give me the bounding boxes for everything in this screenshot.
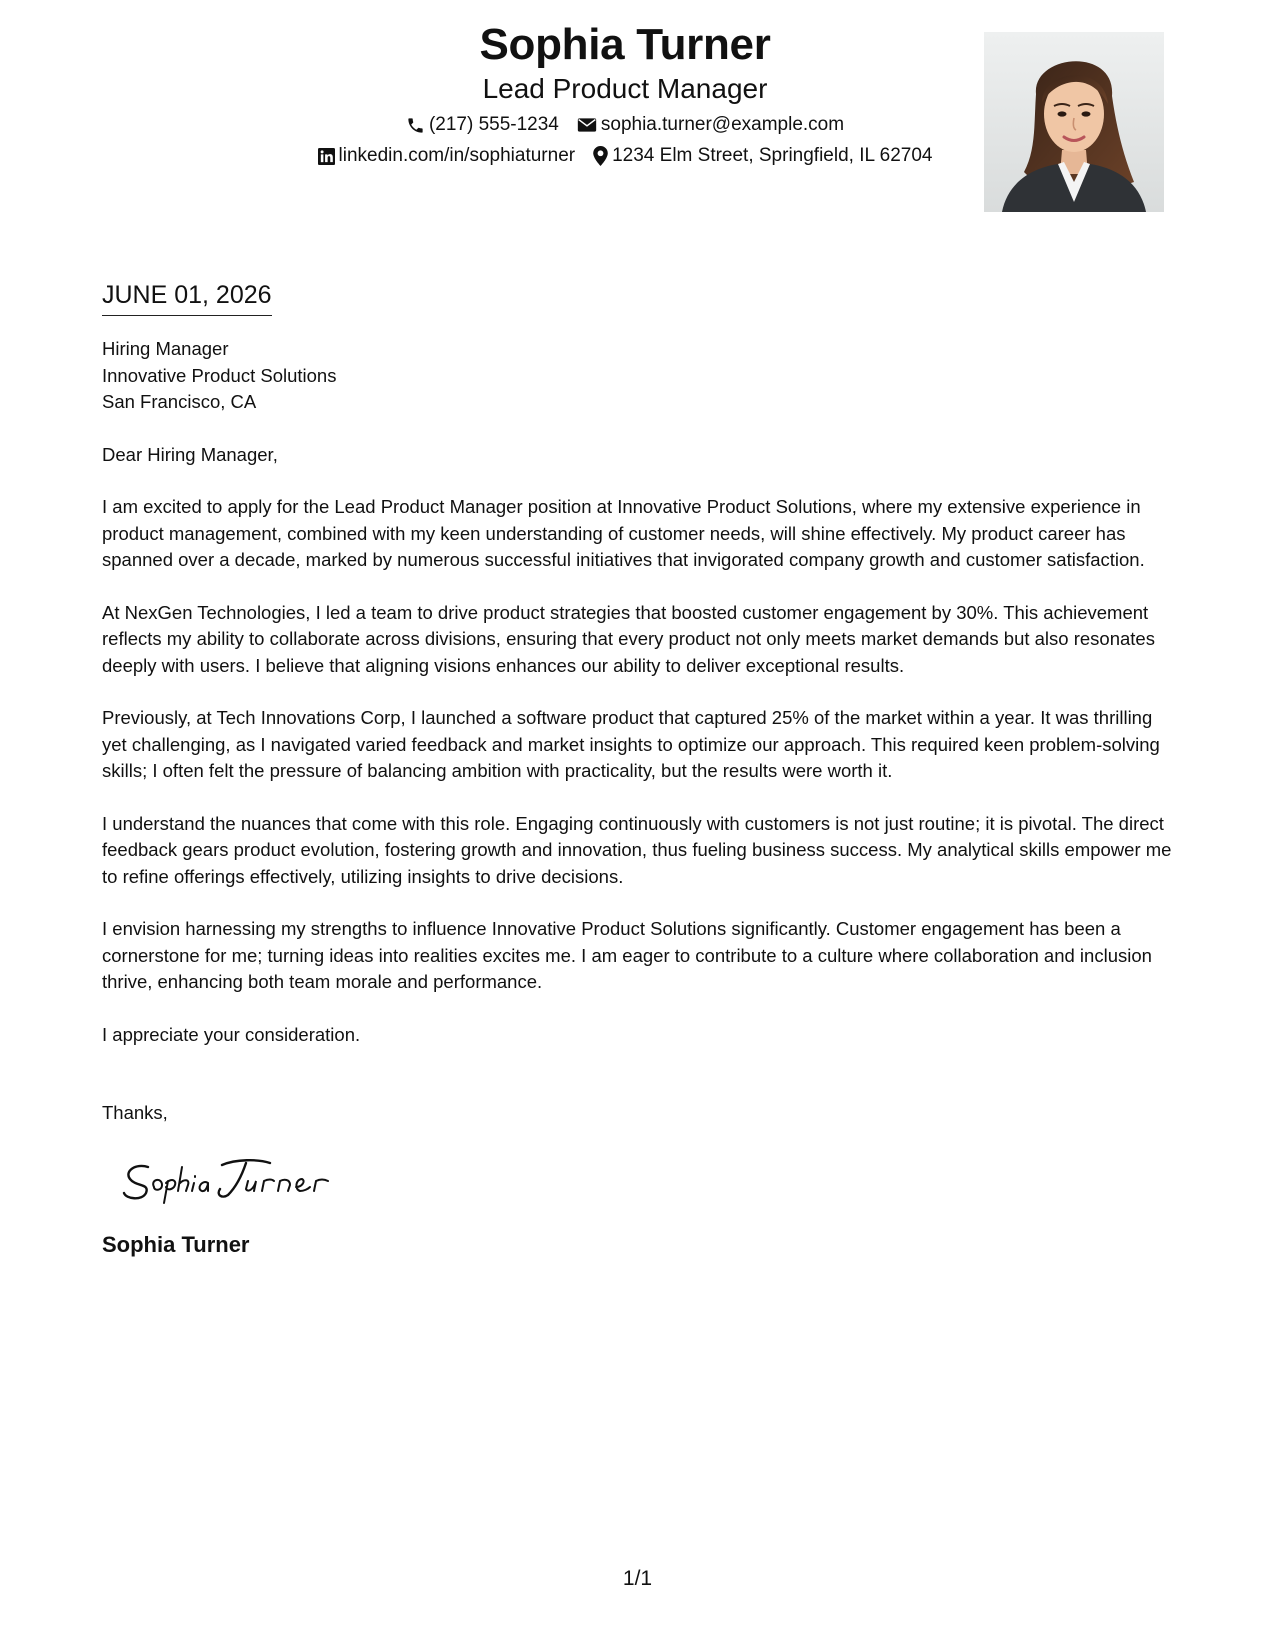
linkedin-icon bbox=[318, 148, 335, 165]
profile-photo bbox=[984, 32, 1164, 212]
body-paragraph: I understand the nuances that come with this role. Engaging continuously with customers is not just routine; it is pivotal. The direct feedback gears product evolution, fostering growth and innovation, thus fueling business success. My analytical skills empower me to refine offerings effectively, utilizing insights to drive decisions. bbox=[102, 812, 1172, 887]
phone-text: (217) 555-1234 bbox=[428, 114, 559, 135]
page-number: 1/1 bbox=[622, 1567, 653, 1590]
recipient-line: Innovative Product Solutions bbox=[102, 364, 337, 386]
recipient-line: Hiring Manager bbox=[102, 338, 229, 359]
body-paragraph: I envision harnessing my strengths to influence Innovative Product Solutions significantly. Customer engagement has been a cornerstone for me; turning ideas into realities excites me. I am eager to contribute to a culture where collaboration and inclusion thrive, enhancing both team morale and performance. bbox=[102, 918, 1152, 992]
sign-off: Thanks, bbox=[102, 1102, 168, 1123]
body-paragraph: At NexGen Technologies, I led a team to drive product strategies that boosted customer engagement by 30%. This achievement reflects my ability to collaborate across divisions, ensuring that every product not only meets market demands but also resonates deeply with users. I believe that aligning visions enhances our ability to deliver exceptional results. bbox=[102, 601, 1155, 676]
email-text: sophia.turner@example.com bbox=[600, 114, 845, 135]
linkedin-text: linkedin.com/in/sophiaturner bbox=[338, 145, 576, 166]
address-contact bbox=[593, 144, 932, 168]
handwritten-signature bbox=[118, 1149, 358, 1209]
body-paragraph: I am excited to apply for the Lead Product Manager position at Innovative Product Solutions, where my extensive experience in product management, combined with my keen understanding of customer needs, will shine effectively. My product career has spanned over a decade, marked by numerous successful initiatives that invigorated company growth and customer satisfaction. bbox=[102, 496, 1145, 570]
recipient-block bbox=[102, 336, 1182, 416]
address-text: 1234 Elm Street, Springfield, IL 62704 bbox=[612, 145, 933, 166]
email-contact[interactable] bbox=[577, 113, 844, 137]
applicant-name: Sophia Turner bbox=[479, 20, 771, 69]
phone-contact bbox=[406, 113, 559, 137]
closing-line: I appreciate your consideration. bbox=[102, 1023, 361, 1045]
body-paragraph: Previously, at Tech Innovations Corp, I launched a software product that captured 25% of the market within a year. It was thrilling yet challenging, as I navigated varied feedback and market insights to optimize our approach. This required keen problem-solving skills; I often felt the pressure of balancing ambition with practicality, but the results were worth it. bbox=[102, 707, 1160, 781]
envelope-icon bbox=[577, 117, 597, 133]
salutation: Dear Hiring Manager, bbox=[102, 443, 278, 465]
phone-icon bbox=[406, 116, 425, 135]
letter-body bbox=[102, 280, 1182, 1259]
applicant-title: Lead Product Manager bbox=[482, 73, 768, 104]
map-pin-icon bbox=[593, 146, 608, 166]
linkedin-contact[interactable] bbox=[318, 144, 576, 168]
recipient-line: San Francisco, CA bbox=[102, 391, 257, 412]
signed-name: Sophia Turner bbox=[102, 1231, 250, 1257]
letter-date: JUNE 01, 2026 bbox=[102, 280, 272, 316]
